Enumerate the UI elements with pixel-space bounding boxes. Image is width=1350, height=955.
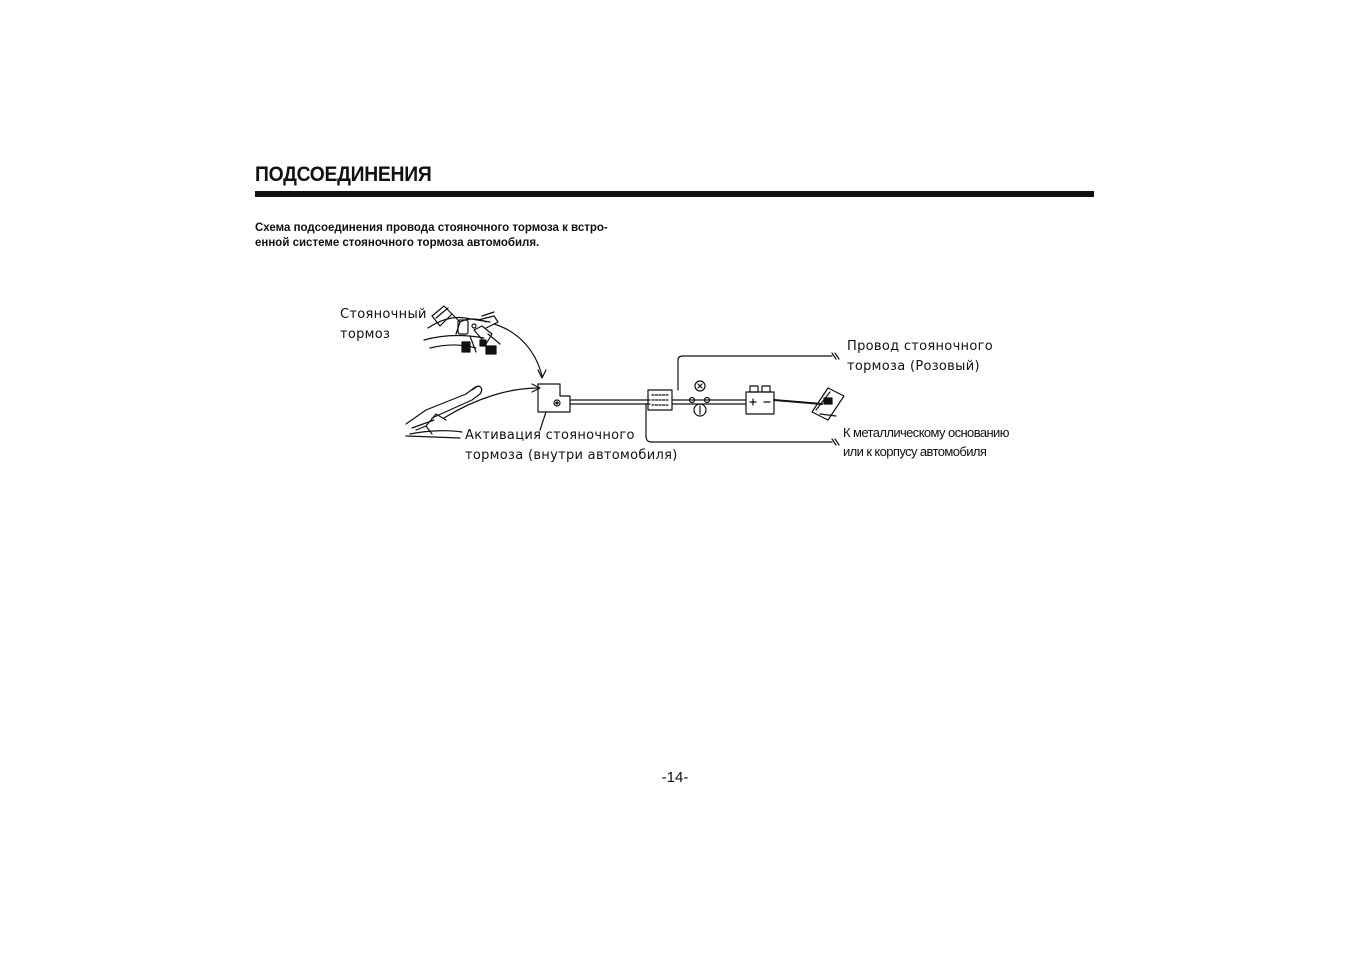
ground-label-line-2: или к корпусу автомобиля — [843, 444, 987, 459]
brake-wire-label — [847, 337, 993, 377]
activation-label — [465, 426, 678, 466]
intro-line-1: Схема подсоединения провода стояночного тормоза к встро- — [255, 222, 608, 234]
brake-wire-label-line-1: Провод стояночного — [847, 339, 993, 354]
battery-symbol — [746, 386, 774, 414]
ground-label-line-1: К металлическому основанию — [843, 425, 1009, 440]
arrow-curve-top — [494, 324, 542, 376]
intro-line-2: енной системе стояночного тормоза автомобиля. — [255, 237, 540, 249]
page-title: ПОДСОЕДИНЕНИЯ — [255, 163, 432, 186]
parking-brake-label — [340, 305, 427, 345]
parking-brake-switch — [538, 384, 570, 412]
ground-label — [843, 423, 1009, 461]
parking-brake-label-line-2: тормоз — [340, 327, 391, 342]
activation-label-line-1: Активация стояночного — [465, 428, 635, 443]
wire-connector — [648, 390, 672, 410]
fuse-symbol — [690, 381, 710, 416]
page-number: -14- — [661, 769, 689, 786]
parking-brake-pedal-illustration — [424, 306, 500, 354]
indicator-lamp — [812, 388, 844, 420]
parking-brake-label-line-1: Стояночный — [340, 307, 427, 322]
activation-label-line-2: тормоза (внутри автомобиля) — [465, 448, 678, 463]
brake-wire-label-line-2: тормоза (Розовый) — [847, 359, 980, 374]
arrow-curve-bottom — [444, 388, 538, 418]
